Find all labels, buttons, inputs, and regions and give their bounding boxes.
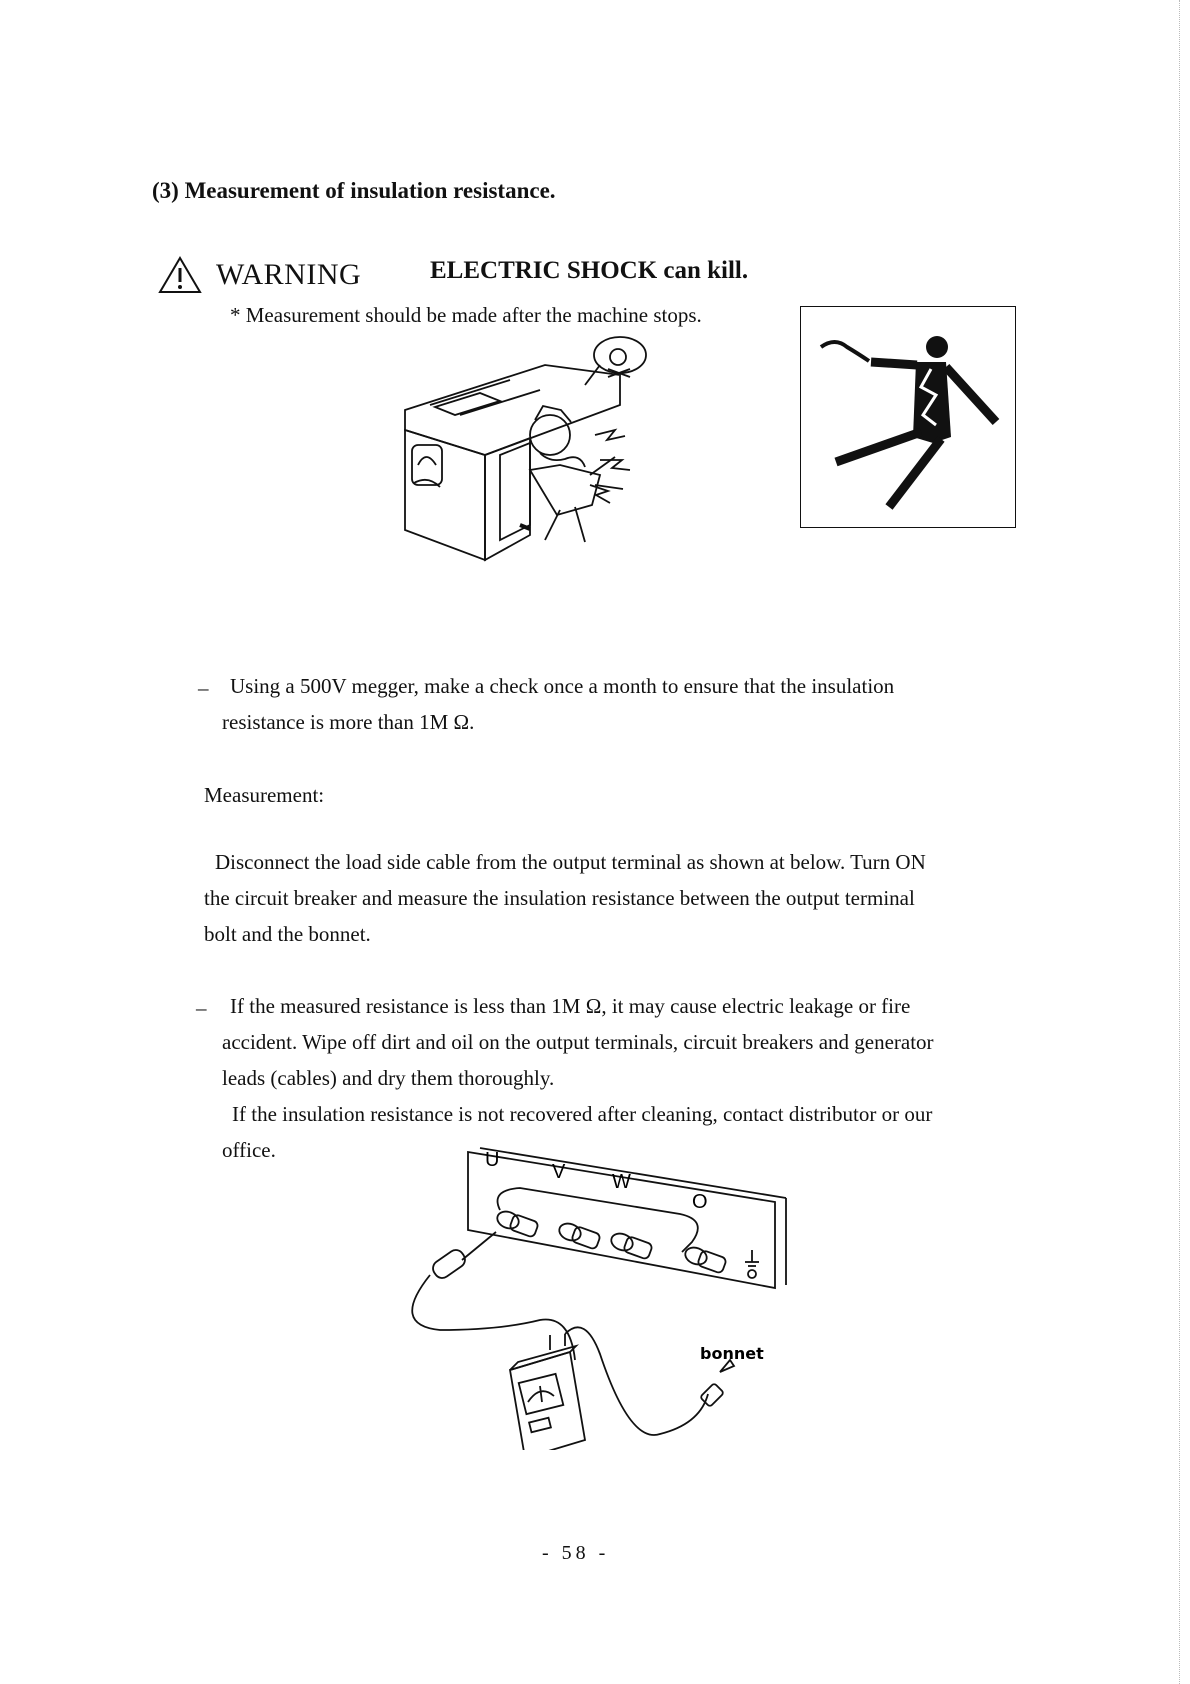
warning-triangle-icon [158,256,202,294]
megger-check-line-1: Using a 500V megger, make a check once a month to ensure that the insulation [230,674,895,698]
measurement-line-1: Disconnect the load side cable from the output terminal as shown at below. Turn ON [215,850,926,874]
leakage-line-2: accident. Wipe off dirt and oil on the output terminals, circuit breakers and generator [222,1030,934,1054]
measurement-heading: Measurement: [204,783,325,807]
leakage-line-3: leads (cables) and dry them thoroughly. [222,1066,555,1090]
page-number: - 58 - [542,1542,610,1564]
section-title: (3) Measurement of insulation resistance. [152,178,556,203]
leakage-line-1: If the measured resistance is less than 1M Ω, it may cause electric leakage or fire [230,994,911,1018]
terminal-label-u: U [485,1149,500,1171]
leakage-line-4: If the insulation resistance is not recovered after cleaning, contact distributor or our [232,1102,933,1126]
bonnet-label: bonnet [700,1344,764,1363]
terminal-label-v: V [552,1161,566,1183]
warning-heading [158,255,361,295]
leakage-line-5: office. [222,1138,276,1162]
terminal-label-o: O [692,1191,708,1213]
insulation-measurement-diagram [400,1140,800,1450]
electric-shock-icon [801,307,1015,527]
warning-word: WARNING [216,258,362,291]
bullet-dash: – [196,996,207,1020]
warning-note: * Measurement should be made after the machine stops. [230,303,702,327]
megger-check-line-2: resistance is more than 1M Ω. [222,710,475,734]
measurement-line-2: the circuit breaker and measure the insulation resistance between the output terminal [204,886,915,910]
scan-edge-line [1178,0,1180,1684]
measurement-line-3: bolt and the bonnet. [204,922,371,946]
electrocuted-operator-illustration [390,335,690,585]
shock-hazard-symbol-frame [800,306,1016,528]
terminal-label-w: W [612,1171,631,1193]
warning-message: ELECTRIC SHOCK can kill. [430,257,749,284]
bullet-dash: – [198,676,209,700]
